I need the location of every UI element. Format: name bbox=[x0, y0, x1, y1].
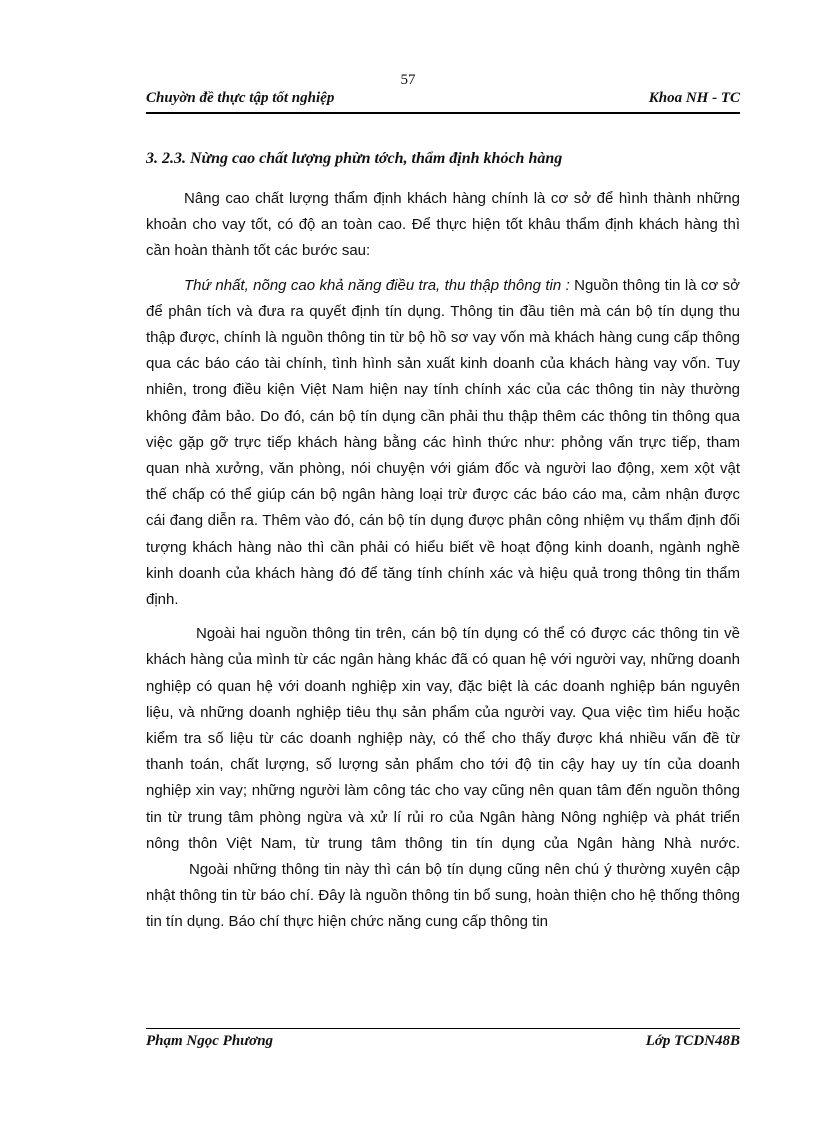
footer-author: Phạm Ngọc Phương bbox=[146, 1033, 274, 1049]
header-right-text: Khoa NH - TC bbox=[648, 90, 740, 106]
paragraph-1-text: Nâng cao chất lượng thẩm định khách hàng chính là cơ sở để hình thành những khoản cho vay tốt, có độ an toàn cao. Để thực hiện tốt khâu thẩm định khách hàng thì cần hoàn thành tốt các bước sau: bbox=[146, 190, 740, 260]
paragraph-2-lead: Thứ nhất, nõng cao khả năng điều tra, thu thập thông tin : bbox=[184, 276, 570, 294]
page-footer bbox=[146, 1028, 740, 1053]
paragraph-4 bbox=[146, 857, 740, 936]
paragraph-1 bbox=[146, 186, 740, 265]
footer-class: Lớp TCDN48B bbox=[645, 1033, 740, 1049]
section-title: 3. 2.3. Nừng cao chất lượng phừn tớch, thẩm định khỏch hàng bbox=[146, 150, 563, 167]
paragraph-3-text: Ngoài hai nguồn thông tin trên, cán bộ tín dụng có thể có được các thông tin về khách hàng của mình từ các ngân hàng khác đã có quan hệ với người vay, những doanh nghiệp có quan hệ với doanh nghiệp xin vay, đặc biệt là các doanh nghiệp bán nguyên liệu, và những doanh nghiệp tiêu thụ sản phẩm của người vay. Qua việc tìm hiểu hoặc kiểm tra số liệu từ các doanh nghiệp này, có thể cho thấy được khá nhiều vấn đề từ thanh toán, chất lượng, số lượng sản phẩm cho tới độ tin cậy hay uy tín của doanh nghiệp xin vay; những người làm công tác cho vay cũng nên quan tâm đến nguồn thông tin từ trung tâm phòng ngừa và xử lí rủi ro của Ngân hàng Nông nghiệp và phát triển nông thôn Việt Nam, từ trung tâm thông tin tín dụng của Ngân hàng Nhà nước. bbox=[146, 625, 740, 852]
header-left-text: Chuyờn đề thực tập tốt nghiệp bbox=[146, 90, 335, 106]
paragraph-2-text: Nguồn thông tin là cơ sở để phân tích và đưa ra quyết định tín dụng. Thông tin đầu tiên mà cán bộ tín dụng thu thập được, chính là nguồn thông tin từ bộ hồ sơ vay vốn mà khách hàng cung cấp thông qua các báo cáo tài chính, tình hình sản xuất kinh doanh của khách hàng vay vốn. Tuy nhiên, trong điều kiện Việt Nam hiện nay tính chính xác của các thông tin này thường không đảm bảo. Do đó, cán bộ tín dụng cần phải thu thập thêm các thông tin thông qua việc gặp gỡ trực tiếp khách hàng bằng các hình thức như: phỏng vấn trực tiếp, tham quan nhà xưởng, văn phòng, nói chuyện với giám đốc và người lao động, xem xột vật thế chấp có thể giúp cán bộ ngân hàng loại trừ được các báo cáo ma, cảm nhận được cái đang diễn ra. Thêm vào đó, cán bộ tín dụng được phân công nhiệm vụ thẩm định đối tượng khách hàng nào thì cần phải có hiểu biết về hoạt động kinh doanh, ngành nghề kinh doanh của khách hàng đó để tăng tính chính xác và hiệu quả trong thông tin thẩm định. bbox=[146, 276, 740, 609]
body-text bbox=[146, 186, 740, 944]
page-number: 57 bbox=[400, 72, 416, 88]
paragraph-4-text: Ngoài những thông tin này thì cán bộ tín dụng cũng nên chú ý thường xuyên cập nhật thông tin từ báo chí. Đây là nguồn thông tin bổ sung, hoàn thiện cho hệ thống thông tin tín dụng. Báo chí thực hiện chức năng cung cấp thông tin bbox=[146, 861, 740, 931]
page-header bbox=[146, 88, 740, 114]
paragraph-2 bbox=[146, 273, 740, 614]
paragraph-3 bbox=[146, 621, 740, 857]
